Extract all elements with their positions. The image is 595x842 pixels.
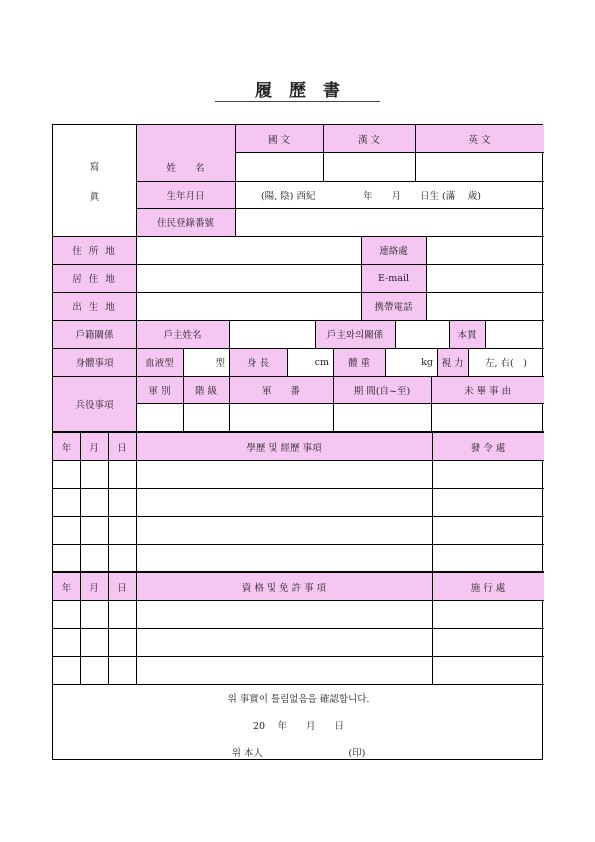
birth-date-label: 生年月日 [136,181,235,208]
license-issuer-header: 施 行 處 [432,573,544,600]
license-day-header: 日 [108,573,136,600]
residence-label: 居 住 地 [53,264,136,292]
education-issuer-header: 發 令 處 [432,433,544,460]
weight-unit: kg [421,356,433,368]
declaration-text: 위 事實이 틀림없음을 確認합니다. [227,694,370,705]
family-origin-field[interactable] [485,320,544,348]
hangul-name-header: 國 文 [235,125,323,152]
family-origin-label: 本貫 [449,320,485,348]
email-label: E-mail [361,264,426,292]
height-unit: cm [314,356,329,368]
exemption-reason-header: 未 畢 事 由 [431,376,544,403]
hangul-name-field[interactable] [235,152,323,181]
resident-number-label: 住民登錄番號 [136,208,235,236]
resident-number-field[interactable] [235,208,544,236]
birthplace-label: 出 生 地 [53,292,136,320]
service-number-header: 軍 番 [229,376,333,403]
relation-to-head-label: 戶主와의關係 [315,320,395,348]
family-register-label: 戶籍關係 [53,320,136,348]
household-head-name-field[interactable] [229,320,315,348]
license-header: 資 格 및 免 許 事 項 [136,573,432,600]
photo-label-top: 寫 [89,162,100,173]
license-month-header: 月 [80,573,108,600]
household-head-name-label: 戶主姓名 [136,320,229,348]
document-title: 履 歷 書 [255,81,340,101]
military-service-label: 兵役事項 [53,376,136,431]
education-career-header: 學歷 및 經歷 事項 [136,433,432,460]
english-name-field[interactable] [415,152,544,181]
english-name-header: 英 文 [415,125,544,152]
license-year-header: 年 [53,573,80,600]
name-label: 姓 名 [136,125,235,208]
blood-type-label: 血液型 [136,348,183,376]
contact-label: 連絡處 [361,236,426,264]
address-label: 住 所 地 [53,236,136,264]
hanja-name-field[interactable] [323,152,415,181]
resume-form [52,124,543,760]
residence-field[interactable] [136,264,361,292]
relation-to-head-field[interactable] [395,320,449,348]
blood-type-unit: 型 [215,358,225,369]
address-field[interactable] [136,236,361,264]
signature-line: 위 本人 (印) [231,748,366,759]
weight-label: 體 重 [333,348,385,376]
education-year-header: 年 [53,433,80,460]
declaration-date: 20 年 月 日 [252,721,345,732]
physical-info-label: 身體事項 [53,348,136,376]
email-field[interactable] [426,264,544,292]
mobile-label: 携帶電話 [361,292,426,320]
education-day-header: 日 [108,433,136,460]
birthplace-field[interactable] [136,292,361,320]
military-rank-header: 階 級 [183,376,229,403]
education-month-header: 月 [80,433,108,460]
photo-label-bottom: 眞 [89,192,100,203]
service-period-header: 期 間(自~至) [333,376,431,403]
military-branch-header: 軍 別 [136,376,183,403]
mobile-field[interactable] [426,292,544,320]
vision-label: 視 力 [437,348,468,376]
contact-field[interactable] [426,236,544,264]
height-label: 身 長 [229,348,287,376]
birth-date-value: (陽, 陰) 西紀 年 月 日生 (滿 歲) [261,190,481,202]
hanja-name-header: 漢 文 [323,125,415,152]
title-underline [215,101,380,102]
vision-value: 左, 右( ) [485,358,527,369]
